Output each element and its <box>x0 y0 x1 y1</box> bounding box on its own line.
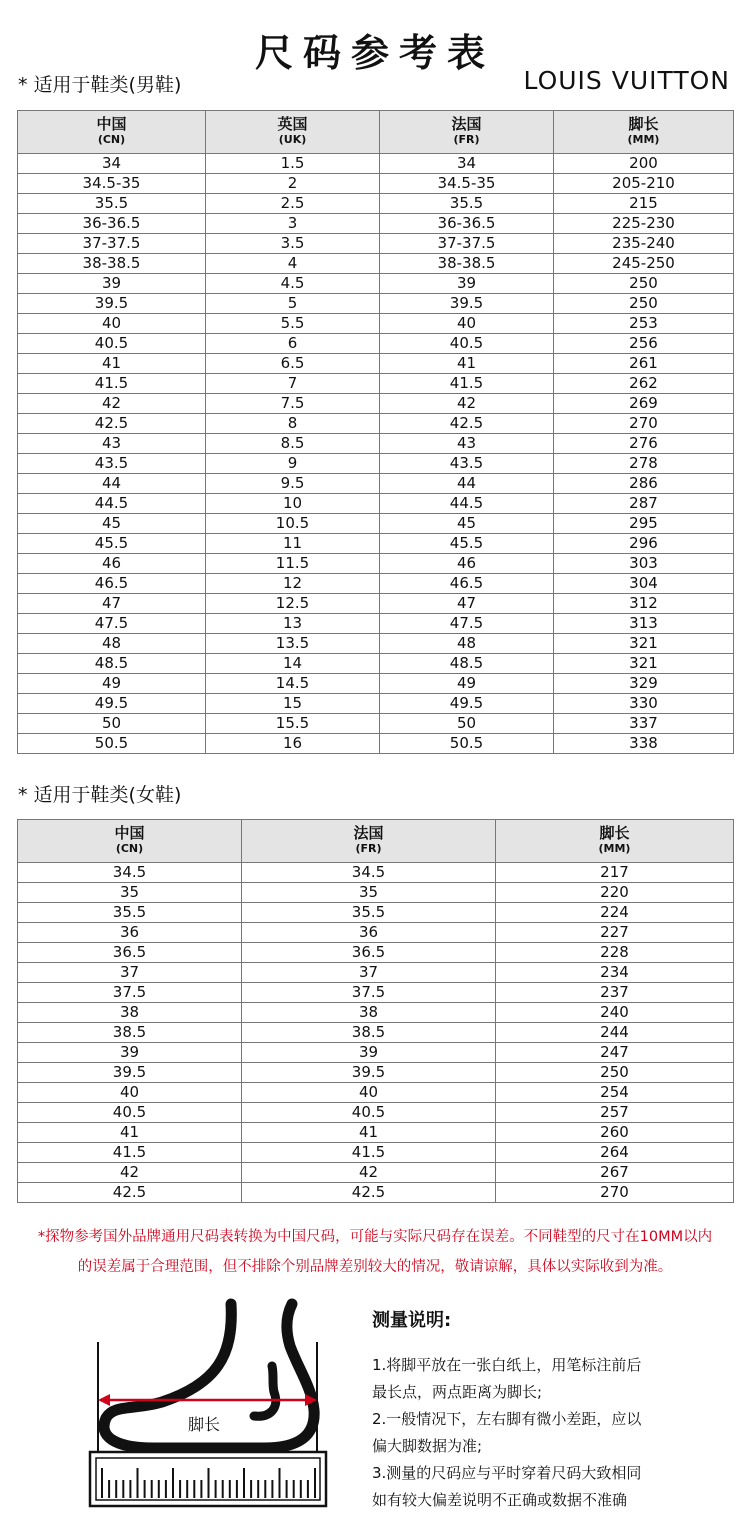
table-cell: 45 <box>18 514 206 534</box>
table-cell: 6.5 <box>206 354 380 374</box>
table-cell: 49 <box>380 674 554 694</box>
table-cell: 234 <box>496 963 734 983</box>
table-cell: 250 <box>554 294 734 314</box>
column-header-zh: 法国 <box>353 824 384 842</box>
table-row <box>18 983 734 1003</box>
table-cell: 37 <box>18 963 242 983</box>
table-cell: 321 <box>554 634 734 654</box>
table-cell: 10 <box>206 494 380 514</box>
table-header-row <box>18 820 734 863</box>
table-cell: 8 <box>206 414 380 434</box>
table-row <box>18 1043 734 1063</box>
table-cell: 227 <box>496 923 734 943</box>
table-cell: 6 <box>206 334 380 354</box>
table-cell: 50.5 <box>380 734 554 754</box>
table-row <box>18 254 734 274</box>
table-cell: 225-230 <box>554 214 734 234</box>
table-cell: 321 <box>554 654 734 674</box>
column-header-unit: (UK) <box>278 133 307 146</box>
table-cell: 329 <box>554 674 734 694</box>
table-cell: 42 <box>18 394 206 414</box>
table-cell: 43.5 <box>380 454 554 474</box>
table-cell: 5.5 <box>206 314 380 334</box>
table-row <box>18 534 734 554</box>
table-row <box>18 294 734 314</box>
table-cell: 1.5 <box>206 154 380 174</box>
table-cell: 50 <box>18 714 206 734</box>
table-cell: 276 <box>554 434 734 454</box>
table-cell: 36 <box>18 923 242 943</box>
men-subtitle: * 适用于鞋类(男鞋) <box>18 74 182 96</box>
column-header <box>18 111 206 154</box>
table-cell: 40.5 <box>18 1103 242 1123</box>
table-cell: 35 <box>242 883 496 903</box>
table-cell: 12 <box>206 574 380 594</box>
column-header-unit: (CN) <box>115 842 144 855</box>
table-cell: 215 <box>554 194 734 214</box>
table-cell: 46 <box>18 554 206 574</box>
table-cell: 337 <box>554 714 734 734</box>
table-cell: 224 <box>496 903 734 923</box>
column-header-unit: (FR) <box>355 842 382 855</box>
table-cell: 41 <box>380 354 554 374</box>
table-cell: 39 <box>18 274 206 294</box>
table-cell: 39 <box>242 1043 496 1063</box>
table-cell: 262 <box>554 374 734 394</box>
measure-line: 偏大脚数据为准; <box>372 1437 483 1455</box>
table-cell: 244 <box>496 1023 734 1043</box>
table-cell: 250 <box>496 1063 734 1083</box>
table-cell: 40.5 <box>380 334 554 354</box>
table-cell: 8.5 <box>206 434 380 454</box>
column-header-zh: 中国 <box>96 115 127 133</box>
table-row <box>18 1183 734 1203</box>
table-cell: 11 <box>206 534 380 554</box>
table-cell: 41 <box>18 1123 242 1143</box>
table-cell: 41.5 <box>18 374 206 394</box>
table-cell: 37-37.5 <box>18 234 206 254</box>
table-cell: 4 <box>206 254 380 274</box>
brand-logo: LOUIS VUITTON <box>523 66 730 95</box>
table-cell: 40.5 <box>242 1103 496 1123</box>
table-cell: 38 <box>18 1003 242 1023</box>
table-cell: 36 <box>242 923 496 943</box>
column-header <box>554 111 734 154</box>
table-row <box>18 374 734 394</box>
table-cell: 39.5 <box>242 1063 496 1083</box>
table-cell: 3 <box>206 214 380 234</box>
table-cell: 37.5 <box>242 983 496 1003</box>
table-row <box>18 514 734 534</box>
table-row <box>18 614 734 634</box>
table-cell: 14.5 <box>206 674 380 694</box>
table-cell: 49 <box>18 674 206 694</box>
table-cell: 13 <box>206 614 380 634</box>
column-header <box>206 111 380 154</box>
table-cell: 264 <box>496 1143 734 1163</box>
table-cell: 41.5 <box>380 374 554 394</box>
table-cell: 278 <box>554 454 734 474</box>
table-cell: 261 <box>554 354 734 374</box>
table-row <box>18 654 734 674</box>
page-title: 尺码参考表 <box>254 31 495 75</box>
column-header-zh: 法国 <box>451 115 482 133</box>
table-cell: 42.5 <box>242 1183 496 1203</box>
table-cell: 34.5 <box>18 863 242 883</box>
table-cell: 240 <box>496 1003 734 1023</box>
table-cell: 313 <box>554 614 734 634</box>
table-row <box>18 414 734 434</box>
table-cell: 44 <box>380 474 554 494</box>
disclaimer-line-1: *探物参考国外品牌通用尺码表转换为中国尺码，可能与实际尺码存在误差。不同鞋型的尺寸在10MM以内 <box>37 1229 713 1245</box>
table-row <box>18 1003 734 1023</box>
table-row <box>18 1023 734 1043</box>
table-cell: 37 <box>242 963 496 983</box>
table-row <box>18 494 734 514</box>
table-cell: 35.5 <box>242 903 496 923</box>
table-cell: 40 <box>242 1083 496 1103</box>
table-cell: 47.5 <box>18 614 206 634</box>
table-cell: 267 <box>496 1163 734 1183</box>
table-cell: 45.5 <box>18 534 206 554</box>
table-row <box>18 154 734 174</box>
table-row <box>18 234 734 254</box>
table-cell: 35 <box>18 883 242 903</box>
table-row <box>18 434 734 454</box>
table-row <box>18 454 734 474</box>
measure-instructions <box>372 1352 732 1514</box>
table-cell: 269 <box>554 394 734 414</box>
measure-line: 如有较大偏差说明不正确或数据不准确 <box>372 1491 628 1509</box>
table-cell: 42 <box>380 394 554 414</box>
table-cell: 338 <box>554 734 734 754</box>
table-cell: 46.5 <box>18 574 206 594</box>
table-row <box>18 634 734 654</box>
table-cell: 41.5 <box>18 1143 242 1163</box>
table-cell: 16 <box>206 734 380 754</box>
table-row <box>18 1163 734 1183</box>
disclaimer-line-2: 的误差属于合理范围，但不排除个别品牌差别较大的情况，敬请谅解，具体以实际收到为准。 <box>77 1259 673 1275</box>
table-cell: 14 <box>206 654 380 674</box>
table-row <box>18 1103 734 1123</box>
table-cell: 200 <box>554 154 734 174</box>
table-row <box>18 674 734 694</box>
table-cell: 9.5 <box>206 474 380 494</box>
table-cell: 42 <box>242 1163 496 1183</box>
table-cell: 9 <box>206 454 380 474</box>
table-row <box>18 194 734 214</box>
table-row <box>18 714 734 734</box>
table-cell: 36-36.5 <box>380 214 554 234</box>
table-cell: 36-36.5 <box>18 214 206 234</box>
table-cell: 50 <box>380 714 554 734</box>
table-cell: 38.5 <box>18 1023 242 1043</box>
table-cell: 42.5 <box>380 414 554 434</box>
table-cell: 250 <box>554 274 734 294</box>
table-row <box>18 174 734 194</box>
table-cell: 295 <box>554 514 734 534</box>
table-cell: 41.5 <box>242 1143 496 1163</box>
table-row <box>18 1123 734 1143</box>
table-cell: 40.5 <box>18 334 206 354</box>
table-cell: 253 <box>554 314 734 334</box>
table-cell: 2.5 <box>206 194 380 214</box>
table-cell: 39.5 <box>18 1063 242 1083</box>
table-cell: 15 <box>206 694 380 714</box>
table-cell: 254 <box>496 1083 734 1103</box>
table-cell: 36.5 <box>18 943 242 963</box>
foot-measurement-illustration <box>84 1296 334 1512</box>
table-cell: 43 <box>380 434 554 454</box>
table-cell: 36.5 <box>242 943 496 963</box>
table-cell: 235-240 <box>554 234 734 254</box>
table-cell: 34.5-35 <box>380 174 554 194</box>
table-row <box>18 883 734 903</box>
table-row <box>18 554 734 574</box>
table-cell: 40 <box>18 314 206 334</box>
table-cell: 312 <box>554 594 734 614</box>
table-cell: 47 <box>380 594 554 614</box>
table-cell: 296 <box>554 534 734 554</box>
measure-title: 测量说明: <box>372 1310 452 1331</box>
column-header-unit: (MM) <box>598 842 631 855</box>
table-row <box>18 394 734 414</box>
table-row <box>18 354 734 374</box>
table-cell: 34.5 <box>242 863 496 883</box>
table-cell: 43.5 <box>18 454 206 474</box>
column-header-zh: 英国 <box>277 115 308 133</box>
column-header-zh: 脚长 <box>599 824 630 842</box>
table-row <box>18 1143 734 1163</box>
table-cell: 257 <box>496 1103 734 1123</box>
table-cell: 42 <box>18 1163 242 1183</box>
table-cell: 3.5 <box>206 234 380 254</box>
table-cell: 42.5 <box>18 1183 242 1203</box>
column-header <box>242 820 496 863</box>
table-cell: 38 <box>242 1003 496 1023</box>
table-row <box>18 694 734 714</box>
column-header <box>496 820 734 863</box>
table-cell: 7 <box>206 374 380 394</box>
table-cell: 45 <box>380 514 554 534</box>
table-cell: 44.5 <box>18 494 206 514</box>
table-cell: 44 <box>18 474 206 494</box>
table-cell: 47 <box>18 594 206 614</box>
table-cell: 44.5 <box>380 494 554 514</box>
women-size-table <box>17 819 734 1203</box>
table-cell: 217 <box>496 863 734 883</box>
table-cell: 303 <box>554 554 734 574</box>
column-header <box>380 111 554 154</box>
table-cell: 38-38.5 <box>18 254 206 274</box>
table-cell: 48 <box>18 634 206 654</box>
table-cell: 39 <box>380 274 554 294</box>
table-cell: 48 <box>380 634 554 654</box>
table-cell: 35.5 <box>380 194 554 214</box>
table-cell: 47.5 <box>380 614 554 634</box>
table-cell: 40 <box>380 314 554 334</box>
table-cell: 4.5 <box>206 274 380 294</box>
women-subtitle: * 适用于鞋类(女鞋) <box>18 784 182 806</box>
table-cell: 38.5 <box>242 1023 496 1043</box>
table-cell: 40 <box>18 1083 242 1103</box>
table-cell: 45.5 <box>380 534 554 554</box>
table-cell: 330 <box>554 694 734 714</box>
column-header-unit: (CN) <box>97 133 126 146</box>
column-header-unit: (MM) <box>627 133 660 146</box>
table-cell: 42.5 <box>18 414 206 434</box>
table-row <box>18 574 734 594</box>
table-row <box>18 594 734 614</box>
table-cell: 38-38.5 <box>380 254 554 274</box>
table-row <box>18 474 734 494</box>
table-cell: 43 <box>18 434 206 454</box>
table-cell: 37.5 <box>18 983 242 1003</box>
table-row <box>18 734 734 754</box>
column-header-zh: 中国 <box>114 824 145 842</box>
table-cell: 37-37.5 <box>380 234 554 254</box>
foot-length-label: 脚长 <box>188 1415 221 1434</box>
table-row <box>18 314 734 334</box>
table-cell: 237 <box>496 983 734 1003</box>
foot-icon <box>84 1296 334 1512</box>
table-cell: 34 <box>380 154 554 174</box>
table-cell: 12.5 <box>206 594 380 614</box>
table-cell: 35.5 <box>18 903 242 923</box>
table-cell: 205-210 <box>554 174 734 194</box>
measure-line: 最长点，两点距离为脚长; <box>372 1383 543 1401</box>
table-cell: 220 <box>496 883 734 903</box>
table-cell: 46.5 <box>380 574 554 594</box>
table-row <box>18 963 734 983</box>
table-cell: 41 <box>18 354 206 374</box>
table-cell: 34.5-35 <box>18 174 206 194</box>
column-header-unit: (FR) <box>453 133 480 146</box>
table-cell: 287 <box>554 494 734 514</box>
table-cell: 39.5 <box>380 294 554 314</box>
table-cell: 15.5 <box>206 714 380 734</box>
table-row <box>18 1063 734 1083</box>
table-cell: 2 <box>206 174 380 194</box>
table-cell: 41 <box>242 1123 496 1143</box>
table-cell: 286 <box>554 474 734 494</box>
measure-line: 1.将脚平放在一张白纸上，用笔标注前后 <box>372 1356 642 1374</box>
table-row <box>18 943 734 963</box>
table-cell: 48.5 <box>380 654 554 674</box>
table-row <box>18 1083 734 1103</box>
column-header <box>18 820 242 863</box>
table-cell: 304 <box>554 574 734 594</box>
column-header-zh: 脚长 <box>628 115 659 133</box>
table-cell: 48.5 <box>18 654 206 674</box>
table-row <box>18 214 734 234</box>
table-cell: 228 <box>496 943 734 963</box>
table-cell: 7.5 <box>206 394 380 414</box>
table-cell: 39.5 <box>18 294 206 314</box>
table-cell: 10.5 <box>206 514 380 534</box>
table-row <box>18 923 734 943</box>
table-row <box>18 334 734 354</box>
table-cell: 39 <box>18 1043 242 1063</box>
men-size-table <box>17 110 734 754</box>
table-row <box>18 274 734 294</box>
measure-line: 3.测量的尺码应与平时穿着尺码大致相同 <box>372 1464 642 1482</box>
table-cell: 5 <box>206 294 380 314</box>
table-cell: 34 <box>18 154 206 174</box>
table-cell: 247 <box>496 1043 734 1063</box>
table-cell: 49.5 <box>380 694 554 714</box>
table-cell: 256 <box>554 334 734 354</box>
table-cell: 260 <box>496 1123 734 1143</box>
table-cell: 270 <box>496 1183 734 1203</box>
table-cell: 46 <box>380 554 554 574</box>
table-header-row <box>18 111 734 154</box>
table-cell: 50.5 <box>18 734 206 754</box>
table-cell: 49.5 <box>18 694 206 714</box>
table-row <box>18 863 734 883</box>
table-row <box>18 903 734 923</box>
table-cell: 35.5 <box>18 194 206 214</box>
measure-line: 2.一般情况下，左右脚有微小差距，应以 <box>372 1410 642 1428</box>
table-cell: 245-250 <box>554 254 734 274</box>
table-cell: 11.5 <box>206 554 380 574</box>
table-cell: 13.5 <box>206 634 380 654</box>
table-cell: 270 <box>554 414 734 434</box>
